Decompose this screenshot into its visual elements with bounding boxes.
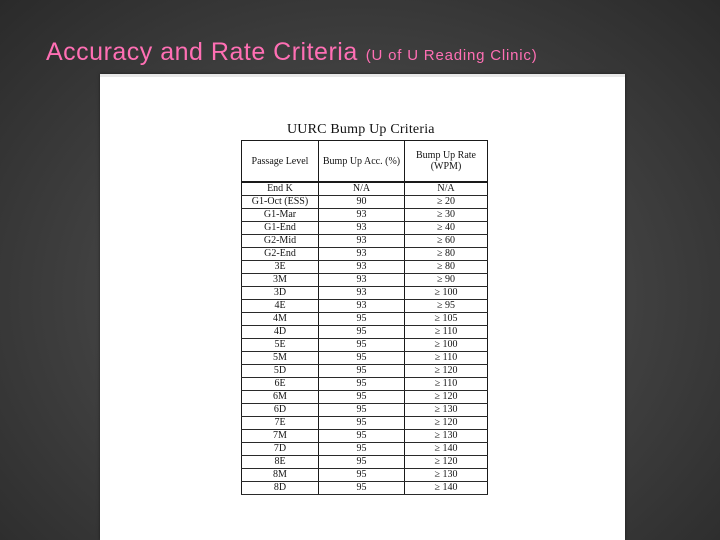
table-row (242, 352, 488, 365)
table-row (242, 300, 488, 313)
column-header-passage-level: Passage Level (242, 141, 319, 183)
accuracy-cell: 93 (319, 222, 405, 235)
table-row (242, 469, 488, 482)
rate-cell: ≥ 100 (405, 287, 488, 300)
accuracy-cell: 93 (319, 274, 405, 287)
column-header-rate: Bump Up Rate (WPM) (405, 141, 488, 183)
rate-cell: ≥ 40 (405, 222, 488, 235)
table-row (242, 443, 488, 456)
passage-level-cell: G1-Oct (ESS) (242, 196, 319, 209)
slide-title (46, 38, 538, 67)
document-title: UURC Bump Up Criteria (287, 122, 435, 137)
passage-level-cell: G2-End (242, 248, 319, 261)
accuracy-cell: 93 (319, 248, 405, 261)
passage-level-cell: 4D (242, 326, 319, 339)
accuracy-cell: 95 (319, 430, 405, 443)
accuracy-cell: 95 (319, 326, 405, 339)
rate-cell: ≥ 30 (405, 209, 488, 222)
table-row (242, 182, 488, 196)
passage-level-cell: 3E (242, 261, 319, 274)
table-row (242, 274, 488, 287)
rate-cell: ≥ 110 (405, 378, 488, 391)
rate-cell: ≥ 130 (405, 469, 488, 482)
passage-level-cell: G2-Mid (242, 235, 319, 248)
table-row (242, 391, 488, 404)
criteria-table (241, 140, 488, 495)
passage-level-cell: 5E (242, 339, 319, 352)
passage-level-cell: 5M (242, 352, 319, 365)
accuracy-cell: 95 (319, 313, 405, 326)
accuracy-cell: 95 (319, 456, 405, 469)
accuracy-cell: 95 (319, 443, 405, 456)
rate-cell: ≥ 110 (405, 326, 488, 339)
passage-level-cell: 4E (242, 300, 319, 313)
passage-level-cell: 7E (242, 417, 319, 430)
table-row (242, 404, 488, 417)
accuracy-cell: 90 (319, 196, 405, 209)
rate-cell: ≥ 80 (405, 248, 488, 261)
table-row (242, 365, 488, 378)
passage-level-cell: 6M (242, 391, 319, 404)
table-row (242, 235, 488, 248)
table-row (242, 222, 488, 235)
passage-level-cell: 7M (242, 430, 319, 443)
rate-cell: ≥ 120 (405, 417, 488, 430)
accuracy-cell: 95 (319, 482, 405, 495)
rate-cell: ≥ 105 (405, 313, 488, 326)
rate-cell: ≥ 120 (405, 391, 488, 404)
table-row (242, 287, 488, 300)
passage-level-cell: 8M (242, 469, 319, 482)
table-row (242, 326, 488, 339)
passage-level-cell: G1-End (242, 222, 319, 235)
rate-cell: ≥ 130 (405, 404, 488, 417)
passage-level-cell: End K (242, 182, 319, 196)
rate-cell: ≥ 120 (405, 365, 488, 378)
accuracy-cell: 95 (319, 469, 405, 482)
slide-title-subtitle: (U of U Reading Clinic) (365, 47, 538, 64)
rate-cell: ≥ 60 (405, 235, 488, 248)
passage-level-cell: 8D (242, 482, 319, 495)
page-edge (100, 74, 625, 77)
rate-cell: ≥ 90 (405, 274, 488, 287)
rate-cell: ≥ 130 (405, 430, 488, 443)
table-row (242, 417, 488, 430)
table-row (242, 378, 488, 391)
rate-cell: ≥ 120 (405, 456, 488, 469)
accuracy-cell: 95 (319, 391, 405, 404)
passage-level-cell: 7D (242, 443, 319, 456)
table-row (242, 248, 488, 261)
passage-level-cell: 6E (242, 378, 319, 391)
passage-level-cell: G1-Mar (242, 209, 319, 222)
passage-level-cell: 4M (242, 313, 319, 326)
table-row (242, 456, 488, 469)
accuracy-cell: 93 (319, 235, 405, 248)
accuracy-cell: 93 (319, 287, 405, 300)
rate-cell: ≥ 140 (405, 482, 488, 495)
rate-cell: ≥ 20 (405, 196, 488, 209)
rate-cell: N/A (405, 182, 488, 196)
accuracy-cell: N/A (319, 182, 405, 196)
rate-cell: ≥ 110 (405, 352, 488, 365)
accuracy-cell: 93 (319, 261, 405, 274)
table-row (242, 261, 488, 274)
table-header-row (242, 141, 488, 183)
accuracy-cell: 93 (319, 209, 405, 222)
table-row (242, 482, 488, 495)
table-body (242, 182, 488, 495)
passage-level-cell: 6D (242, 404, 319, 417)
scanned-document (100, 74, 625, 540)
passage-level-cell: 3D (242, 287, 319, 300)
rate-cell: ≥ 140 (405, 443, 488, 456)
rate-cell: ≥ 80 (405, 261, 488, 274)
accuracy-cell: 95 (319, 404, 405, 417)
passage-level-cell: 3M (242, 274, 319, 287)
accuracy-cell: 95 (319, 378, 405, 391)
table-row (242, 430, 488, 443)
accuracy-cell: 95 (319, 352, 405, 365)
accuracy-cell: 95 (319, 365, 405, 378)
rate-cell: ≥ 95 (405, 300, 488, 313)
table-row (242, 196, 488, 209)
rate-cell: ≥ 100 (405, 339, 488, 352)
accuracy-cell: 95 (319, 339, 405, 352)
column-header-accuracy: Bump Up Acc. (%) (319, 141, 405, 183)
slide-title-main: Accuracy and Rate Criteria (46, 38, 358, 66)
passage-level-cell: 5D (242, 365, 319, 378)
accuracy-cell: 93 (319, 300, 405, 313)
accuracy-cell: 95 (319, 417, 405, 430)
table-row (242, 313, 488, 326)
table-row (242, 339, 488, 352)
table-row (242, 209, 488, 222)
passage-level-cell: 8E (242, 456, 319, 469)
